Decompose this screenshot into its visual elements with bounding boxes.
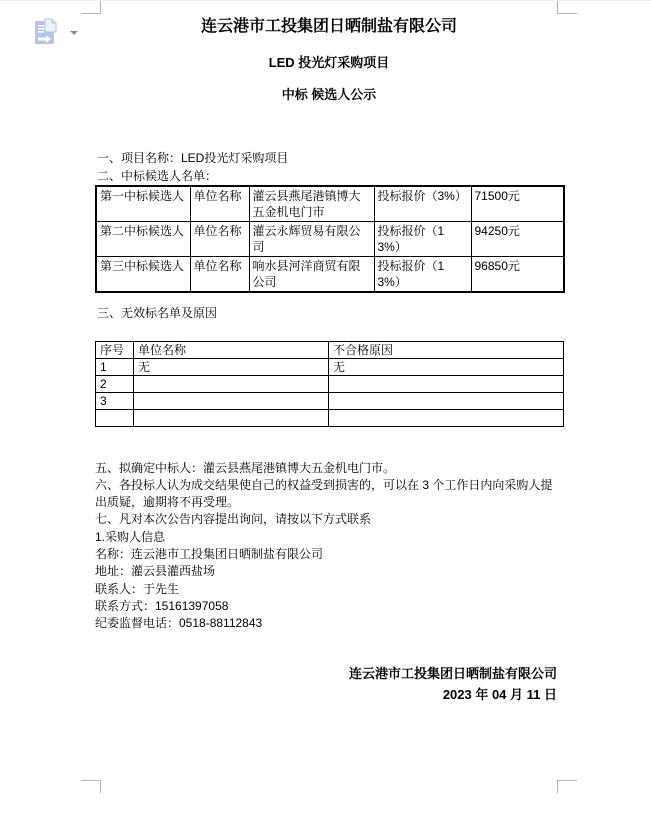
row-index (96, 409, 134, 426)
document-body (95, 1, 563, 705)
table-row (96, 358, 564, 375)
text-boundary-mark-bottom-right (557, 780, 577, 793)
price-value: 94250元 (471, 222, 564, 257)
price-value: 96850元 (471, 257, 564, 293)
invalid-reason (329, 392, 564, 409)
contact-person: 联系人：于先生 (95, 581, 180, 596)
paste-options-button[interactable] (34, 18, 84, 52)
contact-heading: 1.采购人信息 (95, 529, 166, 544)
field-label: 单位名称 (190, 222, 249, 257)
signature-block (95, 663, 563, 705)
doc-title-announcement: 中标 候选人公示 (281, 87, 377, 102)
price-value: 71500元 (471, 186, 564, 222)
invalid-reason (329, 409, 564, 426)
table-row (96, 222, 564, 257)
table-row (96, 186, 564, 222)
invalid-reason: 无 (329, 358, 564, 375)
row-index: 3 (96, 392, 134, 409)
contact-supervise-phone: 纪委监督电话：0518-88112843 (95, 616, 263, 631)
doc-title-company: 连云港市工投集团日晒制盐有限公司 (200, 18, 457, 35)
invalid-company (134, 375, 329, 392)
invalid-company: 无 (134, 358, 329, 375)
row-index: 2 (96, 375, 134, 392)
field-label: 单位名称 (190, 186, 249, 222)
announcement-paragraphs (95, 460, 563, 633)
invalid-company (134, 409, 329, 426)
candidates-table (95, 185, 565, 293)
text-boundary-mark-bottom-left (81, 780, 101, 793)
col-header-company: 单位名称 (134, 341, 329, 358)
candidate-rank: 第二中标候选人 (96, 222, 190, 257)
field-label: 单位名称 (190, 257, 249, 293)
table-header-row (96, 341, 564, 358)
candidate-company: 灌云县燕尾港镇博大五金机电门市 (249, 186, 374, 222)
invalid-company (134, 392, 329, 409)
contact-address: 地址：灌云县灌西盐场 (95, 564, 216, 579)
signature-company: 连云港市工投集团日晒制盐有限公司 (348, 666, 557, 682)
doc-title-project: LED 投光灯采购项目 (268, 55, 390, 70)
price-label: 投标报价（3%） (374, 186, 471, 222)
table-row (96, 409, 564, 426)
contact-name: 名称：连云港市工投集团日晒制盐有限公司 (95, 546, 324, 561)
table-row (96, 392, 564, 409)
candidate-company: 响水县河洋商贸有限公司 (249, 257, 374, 293)
chevron-down-icon[interactable] (70, 31, 78, 35)
candidate-rank: 第一中标候选人 (96, 186, 190, 222)
section-6-objection: 六、各投标人认为成交结果使自己的权益受到损害的，可以在 3 个工作日内向采购人提出质疑，逾期将不再受理。 (95, 477, 553, 510)
candidate-company: 灌云永辉贸易有限公司 (249, 222, 374, 257)
price-label: 投标报价（13%） (374, 257, 471, 293)
col-header-reason: 不合格原因 (329, 341, 564, 358)
candidate-rank: 第三中标候选人 (96, 257, 190, 293)
table-row (96, 257, 564, 293)
section-5-winner: 五、拟确定中标人：灌云县燕尾港镇博大五金机电门市。 (95, 460, 396, 475)
section-3-invalid-bids: 三、无效标名单及原因 (97, 306, 218, 320)
invalid-reason (329, 375, 564, 392)
section-2-candidate-list: 二、中标候选人名单： (97, 168, 218, 183)
section-1-project-name: 一、项目名称：LED投光灯采购项目 (97, 151, 289, 165)
price-label: 投标报价（13%） (374, 222, 471, 257)
paste-options-icon (34, 18, 60, 51)
invalid-bids-table (95, 341, 564, 427)
table-row (96, 375, 564, 392)
signature-date: 2023 年 04 月 11 日 (442, 687, 557, 703)
col-header-index: 序号 (96, 341, 134, 358)
row-index: 1 (96, 358, 134, 375)
contact-phone: 联系方式：15161397058 (95, 598, 229, 613)
section-7-contact-intro: 七、凡对本次公告内容提出询问，请按以下方式联系 (95, 512, 372, 527)
